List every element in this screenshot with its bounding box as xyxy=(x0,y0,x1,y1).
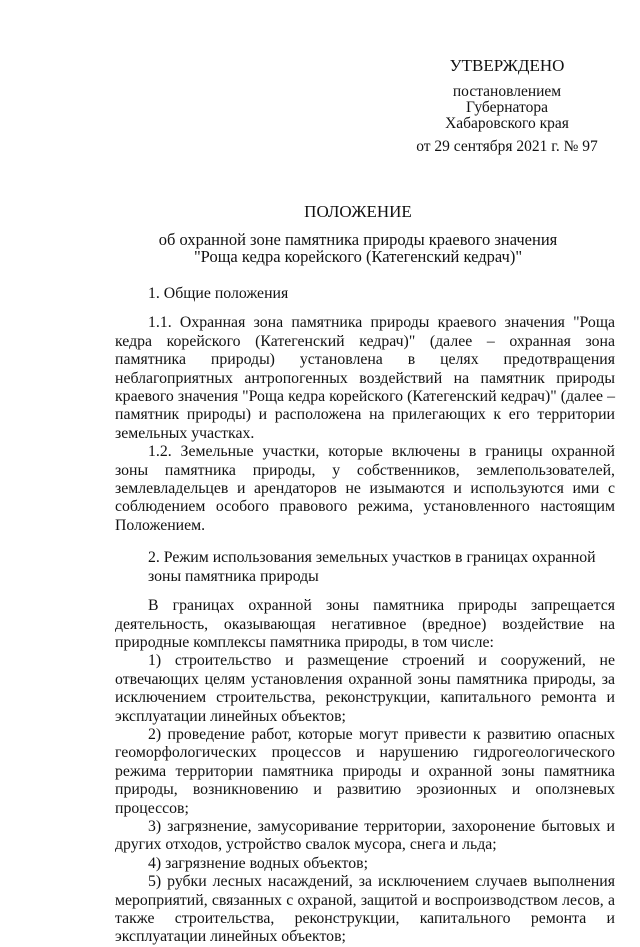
list-item: 4) загрязнение водных объектов; xyxy=(148,854,368,872)
section-heading: 2. Режим использования земельных участков в границах охранной зоны памятника природы xyxy=(148,549,596,585)
title-line: "Роща кедра корейского (Категенский кедрач)" xyxy=(193,247,523,266)
approval-heading: УТВЕРЖДЕНО xyxy=(449,56,565,75)
approval-line: Губернатора xyxy=(466,99,548,116)
approval-stamp xyxy=(392,58,622,155)
title-main: ПОЛОЖЕНИЕ xyxy=(304,202,412,221)
list-item: 3) загрязнение, замусоривание территории, захоронение бытовых и других отходов, устройство свалок мусора, снега и льда; xyxy=(115,817,615,854)
approval-line: Хабаровского края xyxy=(445,115,569,132)
title-line: об охранной зоне памятника природы краевого значения xyxy=(158,230,558,249)
approval-date: от 29 сентября 2021 г. № 97 xyxy=(416,138,598,155)
paragraph: 1.1. Охранная зона памятника природы краевого значения "Роща кедра корейского (Категенский кедрач)" (далее – охранная зона памятника природы) установлена в целях предотвращения неблагоприятных антропогенных воздействий на памятник природы краевого значения "Роща кедра корейского (Категенский кедрач)" (далее – памятник природы) и расположена на прилегающих к его территории земельных участках. xyxy=(115,314,615,442)
list-item: 5) рубки лесных насаждений, за исключением случаев выполнения мероприятий, связанных с охраной, защитой и воспроизводством лесов, а также строительства, реконструкции, капитального ремонта и эксплуатации линейных объектов; xyxy=(115,873,615,946)
paragraph: 1.2. Земельные участки, которые включены в границы охранной зоны памятника природы, у собственников, землепользователей, землевладельцев и арендаторов не изымаются и используются ими с соблюдением особого правового режима, установленного настоящим Положением. xyxy=(115,443,615,534)
approval-line: постановлением xyxy=(452,83,562,100)
section-heading: 1. Общие положения xyxy=(148,285,289,302)
document-title xyxy=(118,203,598,265)
list-item: 1) строительство и размещение строений и сооружений, не отвечающих целям установления охранной зоны памятника природы, за исключением строительства, реконструкции, капитального ремонта и эксплуатации линейных объектов; xyxy=(115,652,615,725)
paragraph: В границах охранной зоны памятника природы запрещается деятельность, оказывающая негативное (вредное) воздействие на природные комплексы памятника природы, в том числе: xyxy=(115,597,615,651)
list-item: 2) проведение работ, которые могут привести к развитию опасных геоморфологических процессов и нарушению гидрогеологического режима территории памятника природы и охранной зоны памятника природы, возникновению и развитию эрозионных и оползневых процессов; xyxy=(115,725,615,817)
document-body xyxy=(115,285,615,947)
